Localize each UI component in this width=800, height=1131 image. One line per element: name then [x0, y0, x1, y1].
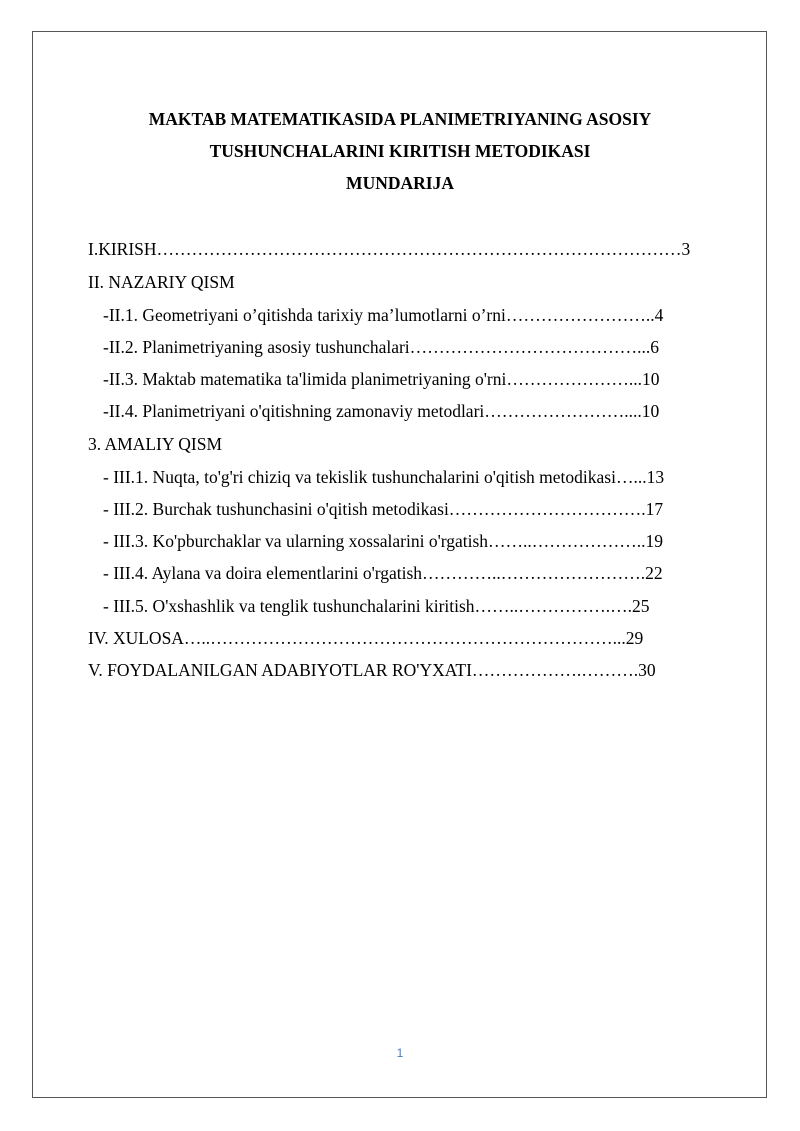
- toc-entry-ii-2: -II.2. Planimetriyaning asosiy tushunchalari…………………………………...6: [103, 337, 660, 357]
- document-title-line-1: MAKTAB MATEMATIKASIDA PLANIMETRIYANING ASOSIY: [148, 109, 652, 129]
- toc-entry-iii-3: - III.3. Ko'pburchaklar va ularning xossalarini o'rgatish……..………………..19: [103, 531, 664, 551]
- toc-entry-amaliy-qism: 3. AMALIY QISM: [88, 434, 223, 454]
- toc-entry-iii-5: - III.5. O'xshashlik va tenglik tushunchalarini kiritish……..…………….….25: [103, 596, 650, 616]
- page-number: 1: [396, 1046, 404, 1060]
- toc-entry-ii-1: -II.1. Geometriyani o’qitishda tarixiy ma’lumotlarni o’rni……………………..4: [103, 305, 664, 325]
- document-title-line-2: TUSHUNCHALARINI KIRITISH METODIKASI: [209, 141, 591, 161]
- toc-entry-iii-1: - III.1. Nuqta, to'g'ri chiziq va tekislik tushunchalarini o'qitish metodikasi…...13: [103, 467, 665, 487]
- toc-entry-ii-4: -II.4. Planimetriyani o'qitishning zamonaviy metodlari……………………....10: [103, 401, 660, 421]
- toc-entry-kirish: I.KIRISH………………………………………………………………………………3: [88, 239, 691, 259]
- toc-entry-adabiyotlar: V. FOYDALANILGAN ADABIYOTLAR RO'YXATI……………….……….30: [88, 660, 656, 680]
- toc-entry-xulosa: IV. XULOSA…..……………………………………………………………...29: [88, 628, 644, 648]
- toc-entry-iii-4: - III.4. Aylana va doira elementlarini o'rgatish…………..…………………….22: [103, 563, 663, 583]
- toc-entry-nazariy-qism: II. NAZARIY QISM: [88, 272, 235, 292]
- toc-entry-ii-3: -II.3. Maktab matematika ta'limida planimetriyaning o'rni…………………...10: [103, 369, 660, 389]
- contents-heading: MUNDARIJA: [346, 173, 454, 193]
- toc-entry-iii-2: - III.2. Burchak tushunchasini o'qitish metodikasi…………………………….17: [103, 499, 664, 519]
